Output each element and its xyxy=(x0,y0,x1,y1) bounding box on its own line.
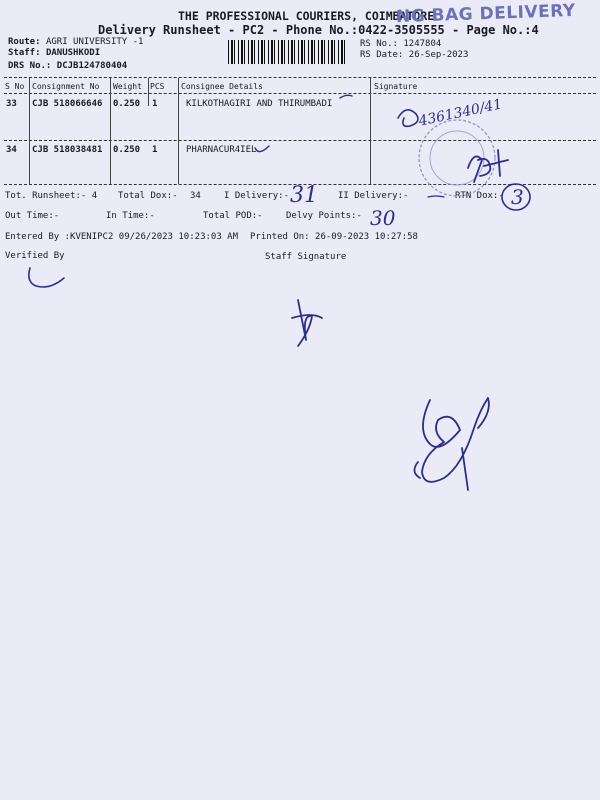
rtn-dox-label: RTN Dox:- xyxy=(455,191,504,201)
rtn-circle-mark xyxy=(502,184,530,210)
row-34-weight: 0.250 xyxy=(113,145,141,155)
col-pcs: PCS xyxy=(150,82,165,91)
rtn-dox-handwritten: 3 xyxy=(511,185,524,209)
col-consignment: Consignment No xyxy=(32,82,100,91)
delivery-stamp: NG BAG DELIVERY xyxy=(395,0,577,28)
col-weight: Weight xyxy=(113,82,142,91)
i-delivery-label: I Delivery:- xyxy=(224,191,290,201)
out-time: Out Time:- xyxy=(5,211,60,221)
drs-label: DRS No.: xyxy=(8,61,52,71)
in-time: In Time:- xyxy=(106,211,155,221)
row-33-consignment: CJB 518066646 xyxy=(32,99,103,109)
row-33-signature-mark xyxy=(398,110,418,127)
row-34-consignee: PHARNACUR4IEL xyxy=(186,145,257,155)
col-signature: Signature xyxy=(374,82,418,91)
i-delivery-handwritten: 31 xyxy=(290,183,318,208)
delvy-points-label: Delvy Points:- xyxy=(286,211,362,221)
verified-by: Verified By xyxy=(5,251,65,261)
printed-on: Printed On: 26-09-2023 10:27:58 xyxy=(250,232,418,242)
drs-value: DCJB124780404 xyxy=(56,61,128,71)
total-dox-value: 34 xyxy=(190,191,201,201)
large-signature xyxy=(414,398,488,490)
staff-signature-label: Staff Signature xyxy=(265,252,347,262)
verified-by-signature xyxy=(29,268,64,287)
ii-delivery-label: II Delivery:- xyxy=(338,191,409,201)
row-34-sno: 34 xyxy=(6,145,17,155)
staff-value: DANUSHKODI xyxy=(45,48,101,58)
col-consignee: Consignee Details xyxy=(181,82,263,91)
rs-date-value: 26-Sep-2023 xyxy=(408,50,469,60)
row-34-signature-mark xyxy=(468,150,508,182)
total-dox-label: Total Dox:- xyxy=(118,191,178,201)
row-33-pcs: 1 xyxy=(152,99,158,109)
delvy-points-handwritten: 30 xyxy=(370,206,396,230)
col-sno: S No xyxy=(5,82,25,91)
rs-date-label: RS Date: xyxy=(360,50,404,60)
staff-signature xyxy=(292,300,322,346)
row-34-consignment: CJB 518038481 xyxy=(32,145,103,155)
signature-note-handwritten: 4361340/41 xyxy=(417,96,504,130)
row-34-pcs: 1 xyxy=(152,145,158,155)
runsheet-title: Delivery Runsheet - PC2 - Phone No.:0422-3505555 - Page No.:4 xyxy=(98,23,539,37)
company-name: THE PROFESSIONAL COURIERS, COIMBATORE xyxy=(178,9,435,23)
row-33-weight: 0.250 xyxy=(113,99,141,109)
entered-by: Entered By :KVENIPC2 09/26/2023 10:23:03 AM xyxy=(5,232,238,242)
tot-runsheet: Tot. Runsheet:- 4 xyxy=(5,191,98,201)
row-33-sno: 33 xyxy=(6,99,17,109)
route-value: AGRI UNIVERSITY -1 xyxy=(45,37,144,47)
route-label: Route: xyxy=(8,37,41,47)
total-pod: Total POD:- xyxy=(203,211,263,221)
rs-no-value: 1247804 xyxy=(403,39,442,49)
row-33-consignee: KILKOTHAGIRI AND THIRUMBADI xyxy=(186,99,333,109)
rs-no-label: RS No.: xyxy=(360,39,398,49)
staff-label: Staff: xyxy=(8,48,41,58)
